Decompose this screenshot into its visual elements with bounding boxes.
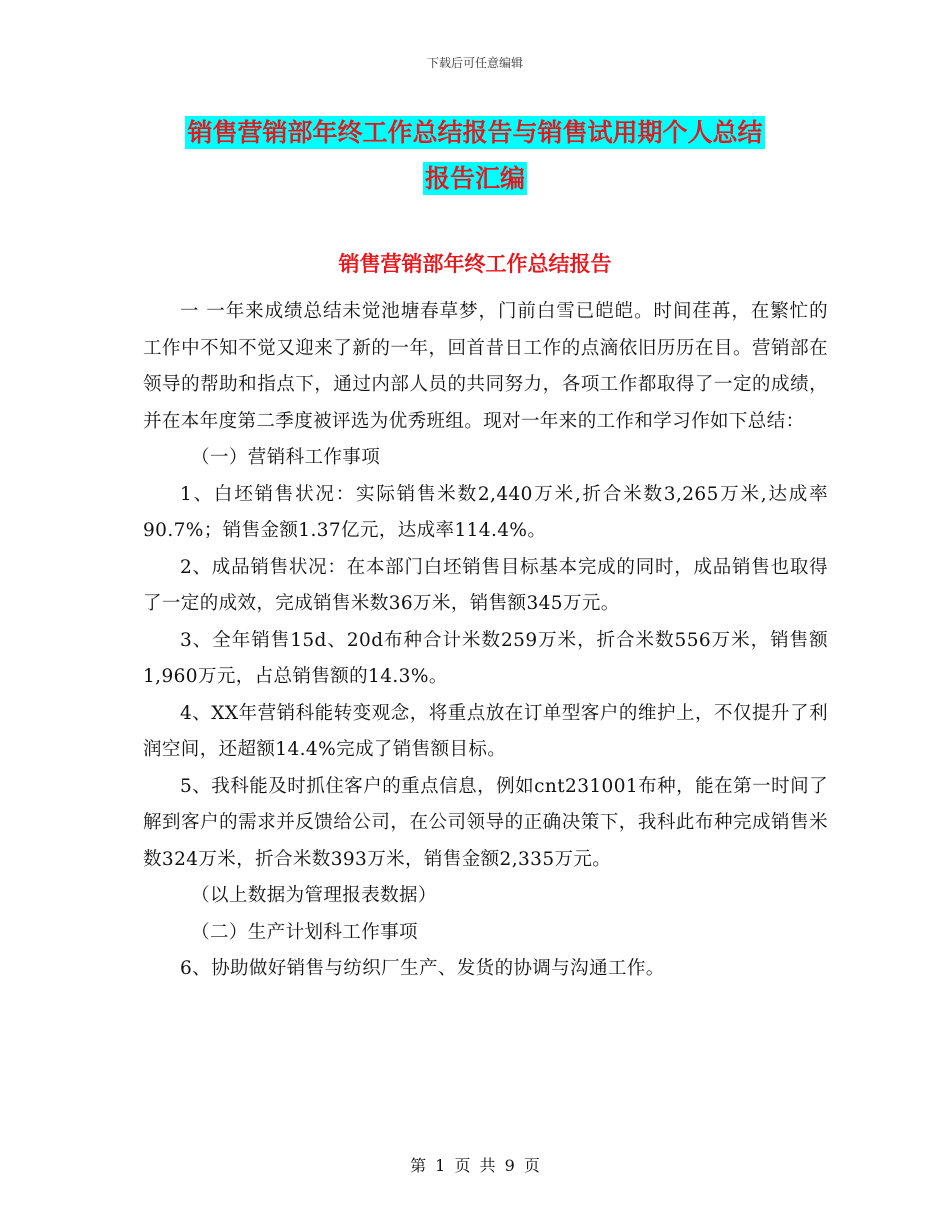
paragraph-intro: 一 一年来成绩总结未觉池塘春草梦，门前白雪已皑皑。时间荏苒，在繁忙的工作中不知不觉又迎来了新的一年，回首昔日工作的点滴依旧历历在目。营销部在领导的帮助和指点下，通过内部人员的共同努力，各项工作都取得了一定的成绩，并在本年度第二季度被评选为优秀班组。现对一年来的工作和学习作如下总结： [143, 301, 828, 432]
document-title [120, 110, 830, 202]
page-footer: 第 1 页 共 9 页 [410, 1156, 540, 1175]
header-note: 下载后可任意编辑 [426, 56, 523, 70]
paragraph-item-1: 1、白坯销售状况：实际销售米数2,440万米,折合米数3,265万米,达成率90.7%；销售金额1.37亿元，达成率114.4%。 [143, 483, 828, 541]
document-title-line2: 报告汇编 [424, 164, 525, 193]
document-title-line1: 销售营销部年终工作总结报告与销售试用期个人总结 [187, 118, 763, 147]
paragraph-item-5: 5、我科能及时抓住客户的重点信息，例如cnt231001布种，能在第一时间了解到客户的需求并反馈给公司，在公司领导的正确决策下，我科此布种完成销售米数324万米，折合米数393万米，销售金额2,335万元。 [143, 775, 828, 870]
subheading-planning: （二）生产计划科工作事项 [191, 921, 418, 943]
section-title: 销售营销部年终工作总结报告 [338, 252, 612, 276]
subheading-marketing: （一）营销科工作事项 [191, 447, 381, 468]
paragraph-item-4: 4、XX年营销科能转变观念，将重点放在订单型客户的维护上，不仅提升了利润空间，还超额14.4%完成了销售额目标。 [143, 702, 828, 760]
paragraph-item-2: 2、成品销售状况：在本部门白坯销售目标基本完成的同时，成品销售也取得了一定的成效，完成销售米数36万米，销售额345万元。 [143, 556, 828, 614]
data-source-note: （以上数据为管理报表数据） [191, 885, 437, 906]
paragraph-item-6: 6、协助做好销售与纺织厂生产、发货的协调与沟通工作。 [180, 958, 665, 979]
document-body [143, 294, 828, 988]
paragraph-item-3: 3、全年销售15d、20d布种合计米数259万米，折合米数556万米，销售额1,960万元，占总销售额的14.3%。 [143, 629, 828, 687]
